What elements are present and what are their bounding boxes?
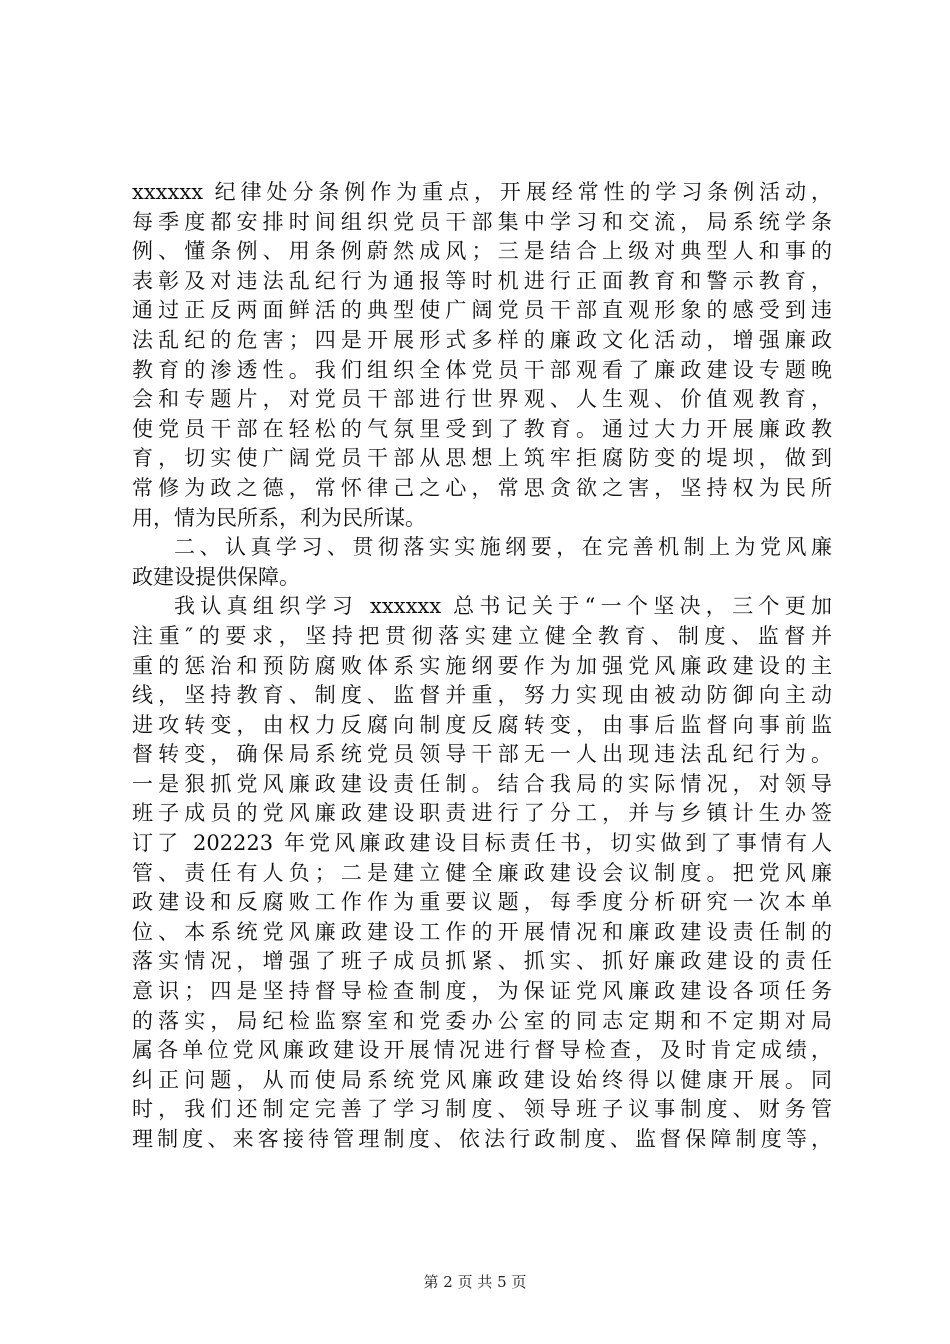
text-line: 纠正问题，从而使局系统党风廉政建设始终得以健康开展。同 [132,1067,832,1092]
text-line: 班子成员的党风廉政建设职责进行了分工，并与乡镇计生办签 [132,801,832,826]
text-line: 进攻转变，由权力反腐向制度反腐转变，由事后监督向事前监 [132,712,832,737]
text-line: 政建设和反腐败工作作为重要议题，每季度分析研究一次本单 [132,890,832,915]
text-line: 我认真组织学习 xxxxxx 总书记关于“一个坚决，三个更加 [174,594,832,619]
text-line: 管、责任有人负；二是建立健全廉政建设会议制度。把党风廉 [132,860,832,885]
text-line: 督转变，确保局系统党员领导干部无一人出现违法乱纪行为。 [132,742,832,767]
text-line: 时，我们还制定完善了学习制度、领导班子议事制度、财务管 [132,1097,832,1122]
page-footer: 第 2 页 共 5 页 [423,1273,527,1291]
text-line: 位、本系统党风廉政建设工作的开展情况和廉政建设责任制的 [132,919,832,944]
text-line: 例、懂条例、用条例蔚然成风；三是结合上级对典型人和事的 [132,239,832,264]
text-line: 常修为政之德，常怀律己之心，常思贪欲之害，坚持权为民所 [132,475,832,500]
document-body [132,178,832,1155]
text-line: 二、认真学习、贯彻落实实施纲要，在完善机制上为党风廉 [174,535,832,560]
text-line: 订了 202223 年党风廉政建设目标责任书，切实做到了事情有人 [132,831,832,856]
text-line: 育，切实使广阔党员干部从思想上筑牢拒腐防变的堤坝，做到 [132,446,832,471]
text-line: 表彰及对违法乱纪行为通报等时机进行正面教育和警示教育， [132,268,832,293]
text-line: 每季度都安排时间组织党员干部集中学习和交流，局系统学条 [132,209,832,234]
text-line: 法乱纪的危害；四是开展形式多样的廉政文化活动，增强廉政 [132,327,832,352]
text-line: 线，坚持教育、制度、监督并重，努力实现由被动防御向主动 [132,683,832,708]
text-line: 落实情况，增强了班子成员抓紧、抓实、抓好廉政建设的责任 [132,949,832,974]
text-line: 重的惩治和预防腐败体系实施纲要作为加强党风廉政建设的主 [132,653,832,678]
text-line: 教育的渗透性。我们组织全体党员干部观看了廉政建设专题晚 [132,357,832,382]
text-line: xxxxxx 纪律处分条例作为重点，开展经常性的学习条例活动， [132,180,832,204]
text-line: 理制度、来客接待管理制度、依法行政制度、监督保障制度等， [132,1127,832,1151]
text-line: 政建设提供保障。 [132,564,300,589]
text-line: 使党员干部在轻松的气氛里受到了教育。通过大力开展廉政教 [132,416,832,441]
text-line: 注重″的要求，坚持把贯彻落实建立健全教育、制度、监督并 [132,623,832,648]
text-line: 一是狠抓党风廉政建设责任制。结合我局的实际情况，对领导 [132,771,832,796]
text-line: 意识；四是坚持督导检查制度，为保证党风廉政建设各项任务 [132,979,832,1004]
text-line: 属各单位党风廉政建设开展情况进行督导检查，及时肯定成绩， [132,1038,832,1063]
text-line: 的落实，局纪检监察室和党委办公室的同志定期和不定期对局 [132,1008,832,1033]
text-line: 用，情为民所系，利为民所谋。 [132,505,426,530]
text-line: 通过正反两面鲜活的典型使广阔党员干部直观形象的感受到违 [132,298,832,323]
text-line: 会和专题片，对党员干部进行世界观、人生观、价值观教育， [132,387,832,412]
